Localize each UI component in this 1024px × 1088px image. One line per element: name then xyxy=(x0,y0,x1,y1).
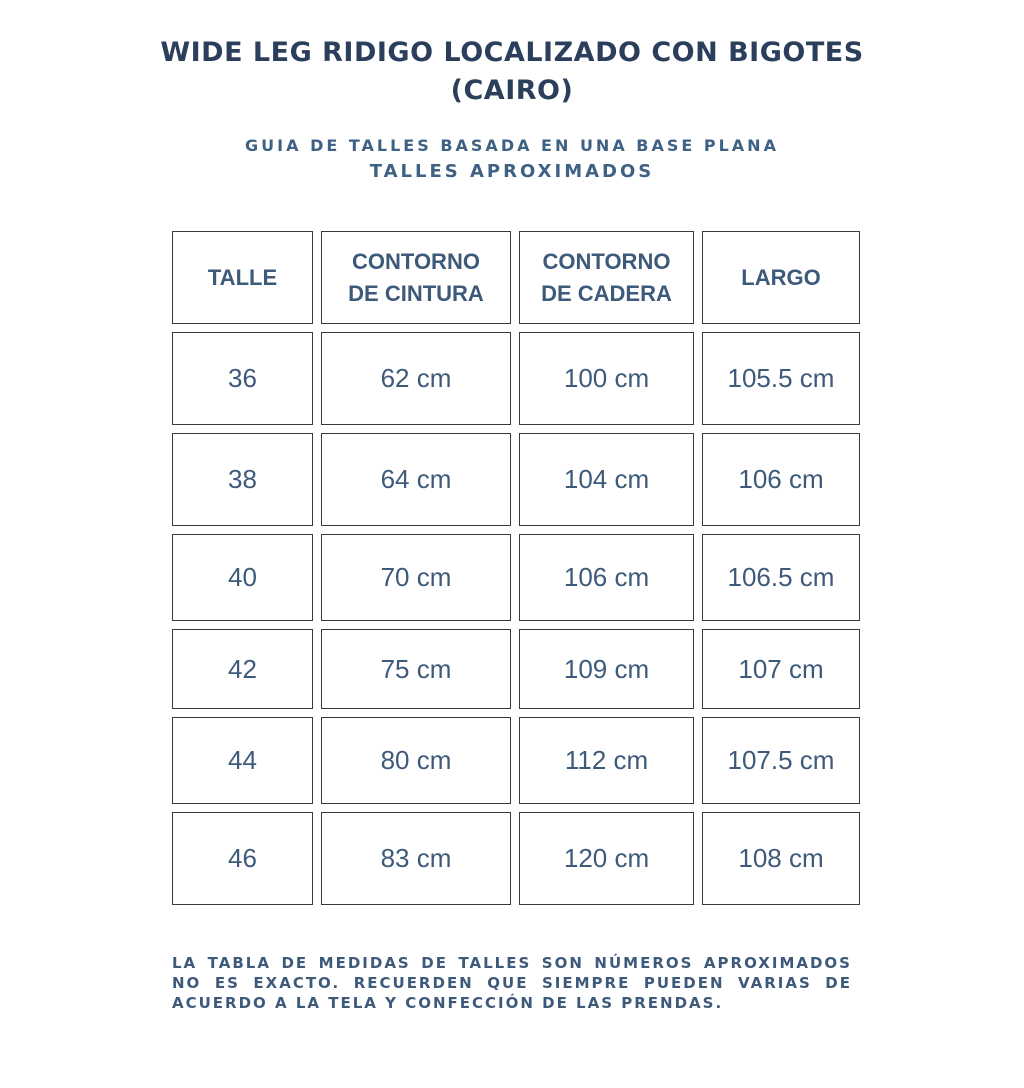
header-contorno-cadera xyxy=(519,231,694,324)
table-cell-cintura: 70 cm xyxy=(321,534,511,621)
table-cell-cintura: 64 cm xyxy=(321,433,511,526)
header-cadera-line-2: DE CADERA xyxy=(541,280,672,306)
subtitle-line-2: TALLES APROXIMADOS xyxy=(369,161,655,182)
table-cell-cadera: 100 cm xyxy=(519,332,694,425)
table-cell-cintura: 83 cm xyxy=(321,812,511,905)
table-cell-talle: 40 xyxy=(172,534,313,621)
header-cintura-line-1: CONTORNO xyxy=(352,248,480,274)
table-cell-largo: 106 cm xyxy=(702,433,860,526)
table-cell-largo: 107.5 cm xyxy=(702,717,860,804)
header-talle-label: TALLE xyxy=(207,264,278,290)
table-cell-talle: 44 xyxy=(172,717,313,804)
header-cintura-line-2: DE CINTURA xyxy=(348,280,484,306)
header-talle xyxy=(172,231,313,324)
page-title xyxy=(120,34,904,110)
table-cell-cadera: 120 cm xyxy=(519,812,694,905)
header-largo xyxy=(702,231,860,324)
table-cell-talle: 46 xyxy=(172,812,313,905)
table-cell-largo: 105.5 cm xyxy=(702,332,860,425)
disclaimer-note: LA TABLA DE MEDIDAS DE TALLES SON NÚMEROS APROXIMADOS NO ES EXACTO. RECUERDEN QUE SIEMPRE PUEDEN VARIAS DE ACUERDO A LA TELA Y CONFECCIÓN DE LAS PRENDAS. xyxy=(172,954,852,1012)
table-cell-cintura: 75 cm xyxy=(321,629,511,709)
title-line-1: WIDE LEG RIDIGO LOCALIZADO CON BIGOTES xyxy=(160,37,864,68)
header-largo-label: LARGO xyxy=(741,264,821,290)
table-cell-cadera: 104 cm xyxy=(519,433,694,526)
table-cell-talle: 42 xyxy=(172,629,313,709)
table-cell-cadera: 106 cm xyxy=(519,534,694,621)
table-cell-talle: 38 xyxy=(172,433,313,526)
table-cell-largo: 107 cm xyxy=(702,629,860,709)
table-cell-cintura: 62 cm xyxy=(321,332,511,425)
title-line-2: (CAIRO) xyxy=(450,75,574,106)
header-contorno-cintura xyxy=(321,231,511,324)
table-cell-cadera: 109 cm xyxy=(519,629,694,709)
table-cell-talle: 36 xyxy=(172,332,313,425)
table-cell-cintura: 80 cm xyxy=(321,717,511,804)
table-cell-cadera: 112 cm xyxy=(519,717,694,804)
table-cell-largo: 106.5 cm xyxy=(702,534,860,621)
header-cadera-line-1: CONTORNO xyxy=(542,248,671,274)
table-cell-largo: 108 cm xyxy=(702,812,860,905)
subtitle-line-1: GUIA DE TALLES BASADA EN UNA BASE PLANA xyxy=(245,136,779,155)
